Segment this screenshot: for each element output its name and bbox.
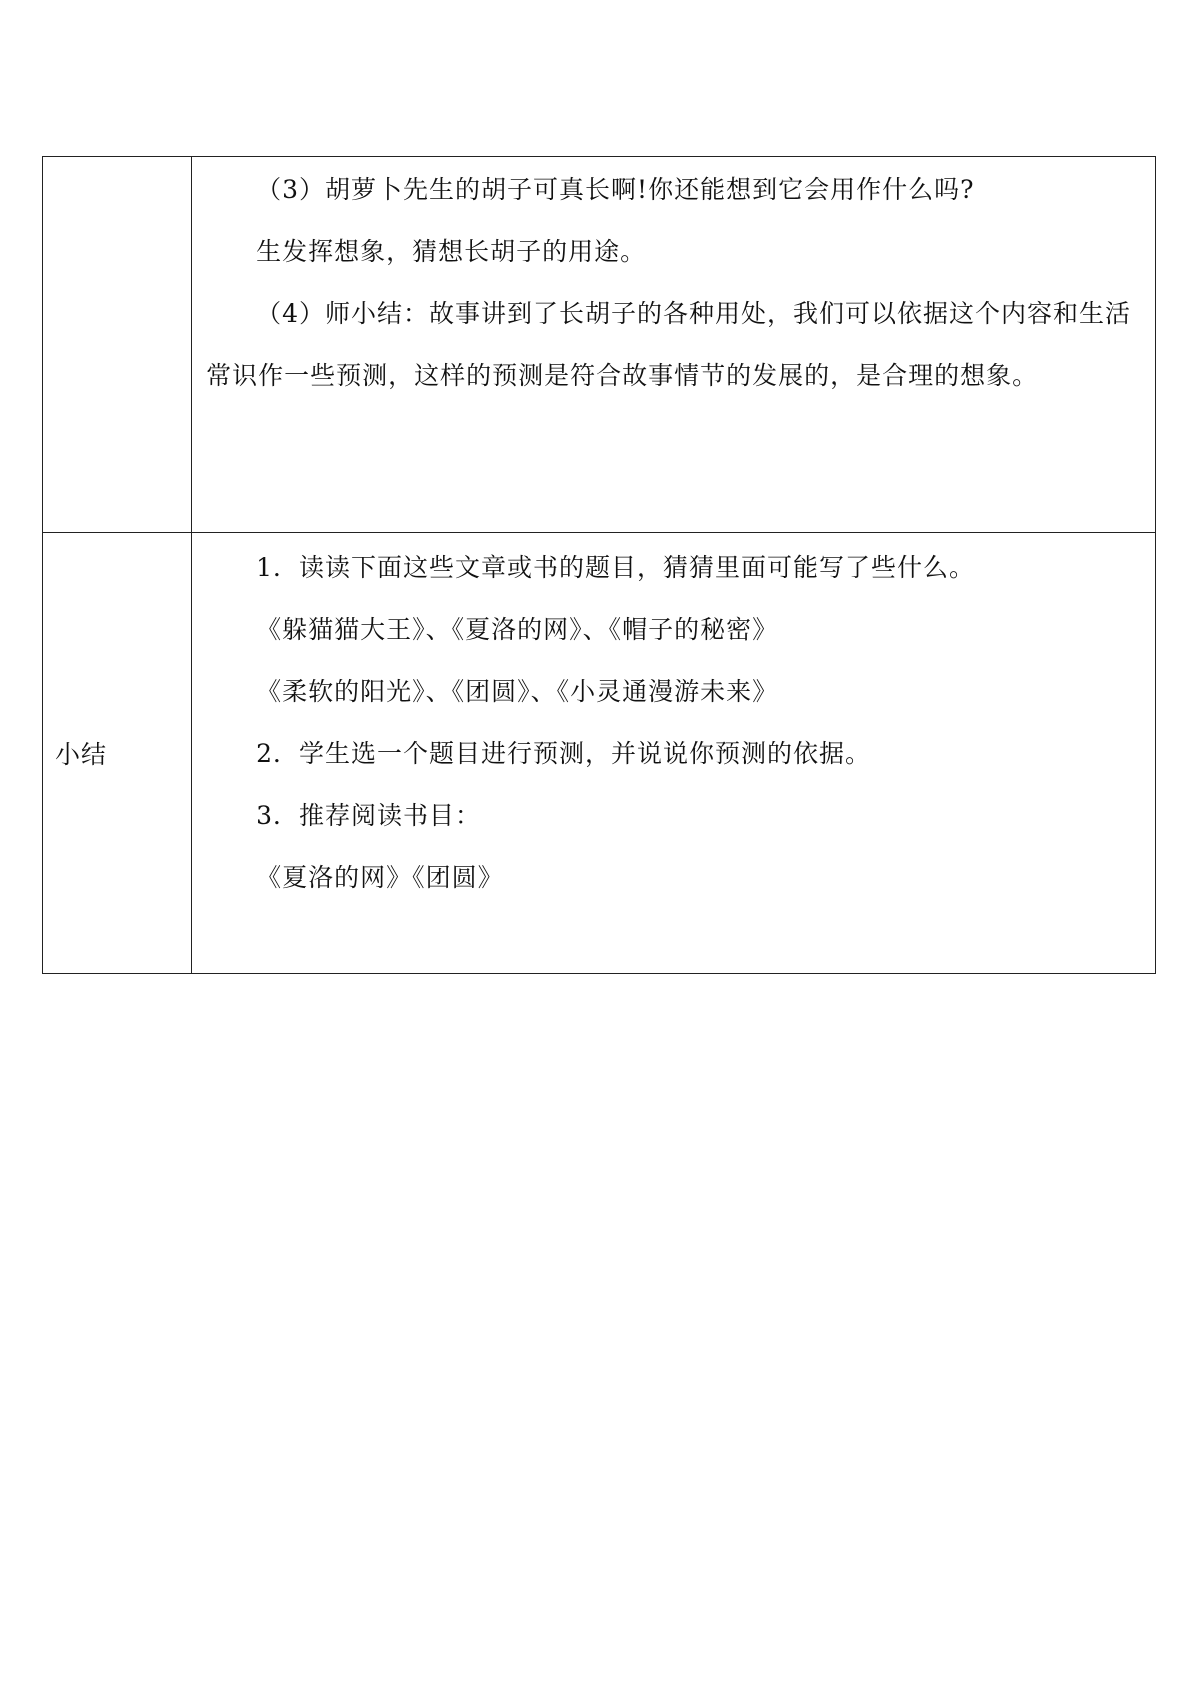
row-label-cell (43, 157, 192, 533)
paragraph: 2．学生选一个题目进行预测，并说说你预测的依据。 (256, 739, 872, 768)
paragraph: 1．读读下面这些文章或书的题目，猜猜里面可能写了些什么。 (256, 553, 976, 582)
row-content (192, 533, 1155, 909)
paragraph: 生发挥想象，猜想长胡子的用途。 (256, 237, 647, 266)
row-label: 小结 (55, 740, 108, 769)
row-content-cell (192, 533, 1156, 974)
lesson-plan-table (42, 156, 1156, 974)
paragraph: 《躲猫猫大王》、《夏洛的网》、《帽子的秘密》 (256, 615, 779, 644)
row-content (192, 157, 1155, 407)
row-label-cell (43, 533, 192, 974)
table-row (43, 157, 1156, 533)
paragraph: 3．推荐阅读书目： (256, 801, 482, 830)
paragraph: （3）胡萝卜先生的胡子可真长啊!你还能想到它会用作什么吗? (256, 175, 975, 204)
paragraph: 《柔软的阳光》、《团圆》、《小灵通漫游未来》 (256, 677, 779, 706)
paragraph: 《夏洛的网》《团圆》 (256, 863, 504, 892)
row-content-cell (192, 157, 1156, 533)
table-row (43, 533, 1156, 974)
paragraph: （4）师小结：故事讲到了长胡子的各种用处，我们可以依据这个内容和生活常识作一些预测，这样的预测是符合故事情节的发展的，是合理的想象。 (206, 299, 1132, 390)
